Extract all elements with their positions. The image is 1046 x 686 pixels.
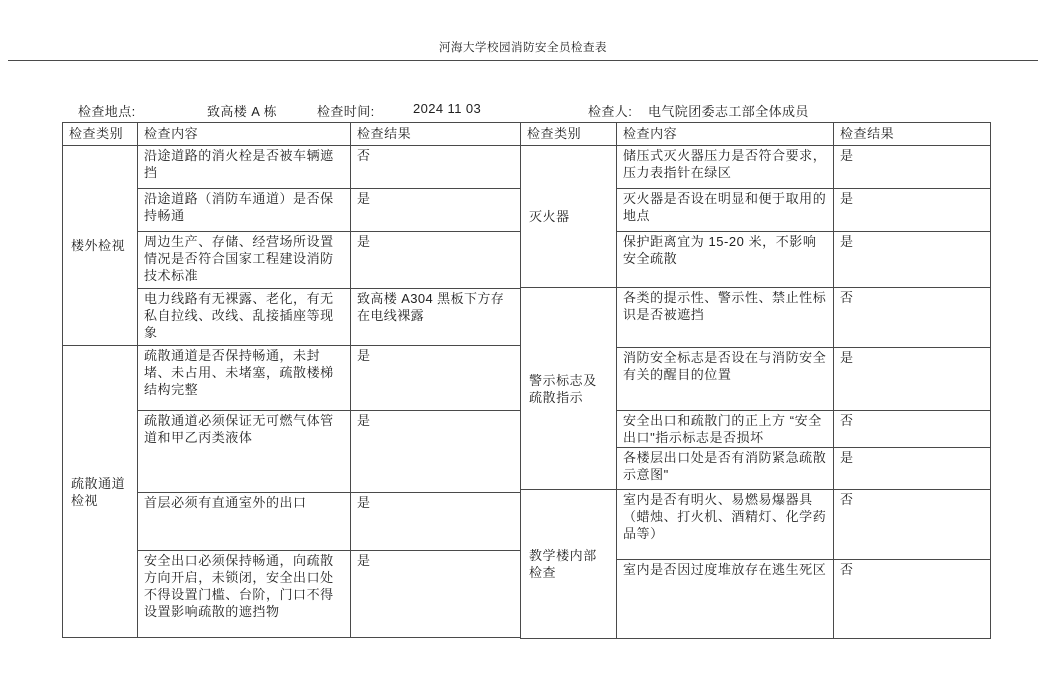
result-cell: 是 — [834, 232, 991, 288]
content-cell: 疏散通道是否保持畅通，未封堵、未占用、未堵塞，疏散楼梯结构完整 — [138, 346, 351, 411]
content-cell: 电力线路有无裸露、老化，有无私自拉线、改线、乱接插座等现象 — [138, 289, 351, 346]
result-cell: 是 — [351, 232, 521, 289]
header-cell: 检查结果 — [834, 123, 991, 146]
table-row — [63, 346, 521, 411]
content-cell: 各类的提示性、警示性、禁止性标识是否被遮挡 — [617, 288, 834, 348]
content-cell: 沿途道路（消防车通道）是否保持畅通 — [138, 189, 351, 232]
content-cell: 灭火器是否设在明显和便于取用的地点 — [617, 189, 834, 232]
content-cell: 室内是否有明火、易燃易爆器具（蜡烛、打火机、酒精灯、化学药品等） — [617, 490, 834, 560]
time-label: 检查时间: — [317, 104, 375, 119]
result-cell: 是 — [351, 551, 521, 638]
content-cell: 沿途道路的消火栓是否被车辆遮挡 — [138, 146, 351, 189]
header-cell: 检查类别 — [63, 123, 138, 146]
inspector-label: 检查人: — [588, 104, 633, 119]
result-cell: 否 — [834, 288, 991, 348]
inspection-table — [62, 122, 991, 639]
content-cell: 安全出口和疏散门的正上方 “安全出口"指示标志是否损坏 — [617, 411, 834, 448]
result-cell: 是 — [351, 189, 521, 232]
result-cell: 是 — [351, 493, 521, 551]
table-row — [63, 146, 521, 189]
table-row — [521, 490, 991, 560]
inspector-value: 电气院团委志工部全体成员 — [648, 104, 809, 119]
header-cell: 检查内容 — [617, 123, 834, 146]
inspection-table-left — [62, 122, 521, 638]
result-cell: 是 — [351, 411, 521, 493]
content-cell: 储压式灭火器压力是否符合要求，压力表指针在绿区 — [617, 146, 834, 189]
location-value: 致高楼 A 栋 — [207, 104, 277, 119]
inspection-info-row — [0, 101, 1046, 119]
page-title: 河海大学校园消防安全员检查表 — [439, 42, 607, 54]
table-row — [521, 288, 991, 348]
content-cell: 安全出口必须保持畅通，向疏散方向开启，未锁闭，安全出口处不得设置门槛、台阶，门口不得设置影响疏散的遮挡物 — [138, 551, 351, 638]
content-cell: 室内是否因过度堆放存在逃生死区 — [617, 560, 834, 639]
time-value: 2024 11 03 — [413, 101, 482, 116]
content-cell: 保护距离宜为 15-20 米，不影响安全疏散 — [617, 232, 834, 288]
content-cell: 周边生产、存储、经营场所设置情况是否符合国家工程建设消防技术标准 — [138, 232, 351, 289]
inspection-table-right — [520, 122, 991, 639]
result-cell: 是 — [351, 346, 521, 411]
result-cell: 是 — [834, 348, 991, 411]
table-header-row — [63, 123, 521, 146]
result-cell: 是 — [834, 189, 991, 232]
table-header-row — [521, 123, 991, 146]
header-divider — [8, 60, 1038, 61]
header-cell: 检查类别 — [521, 123, 617, 146]
content-cell: 各楼层出口处是否有消防紧急疏散示意图" — [617, 448, 834, 490]
header-cell: 检查内容 — [138, 123, 351, 146]
header-cell: 检查结果 — [351, 123, 521, 146]
category-cell: 警示标志及疏散指示 — [521, 288, 617, 490]
result-cell: 否 — [834, 490, 991, 560]
category-cell: 疏散通道检视 — [63, 346, 138, 638]
content-cell: 首层必须有直通室外的出口 — [138, 493, 351, 551]
result-cell: 否 — [834, 560, 991, 639]
location-label: 检查地点: — [78, 104, 136, 119]
result-cell: 是 — [834, 448, 991, 490]
content-cell: 消防安全标志是否设在与消防安全有关的醒目的位置 — [617, 348, 834, 411]
category-cell: 教学楼内部检查 — [521, 490, 617, 639]
category-cell: 灭火器 — [521, 146, 617, 288]
table-row — [521, 146, 991, 189]
result-cell: 否 — [834, 411, 991, 448]
category-cell: 楼外检视 — [63, 146, 138, 346]
result-cell: 是 — [834, 146, 991, 189]
result-cell: 致高楼 A304 黑板下方存在电线裸露 — [351, 289, 521, 346]
content-cell: 疏散通道必须保证无可燃气体管道和甲乙丙类液体 — [138, 411, 351, 493]
result-cell: 否 — [351, 146, 521, 189]
